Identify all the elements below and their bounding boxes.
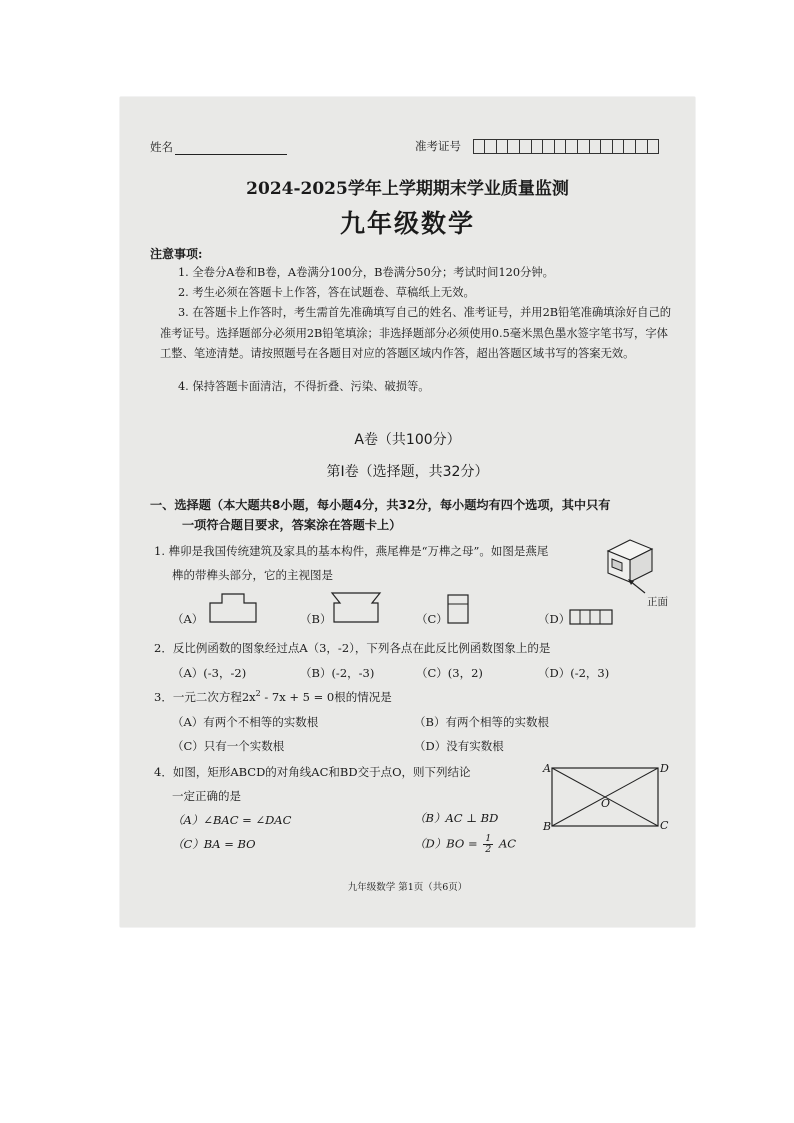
q4-option-d-suffix: AC [498, 836, 517, 851]
notice-item-1: 1. 全卷分A卷和B卷，A卷满分100分，B卷满分50分；考试时间120分钟。 [178, 266, 554, 279]
q4-option-d-prefix: （D）BO = [414, 836, 478, 851]
q2-stem: 2．反比例函数的图象经过点A（3，-2），下列各点在此反比例函数图象上的是 [154, 641, 551, 655]
exam-id-boxes [473, 139, 659, 154]
q2-option-b[interactable]: （B）(-2，-3) [300, 666, 375, 680]
q1-option-b-label: （B） [300, 612, 332, 626]
notice-item-4: 4. 保持答题卡面清洁，不得折叠、污染、破损等。 [178, 380, 430, 393]
q3-stem-before: 3．一元二次方程2x [154, 690, 256, 704]
exam-title: 2024-2025学年上学期期末学业质量监测 [246, 179, 569, 199]
label-b: B [543, 820, 552, 833]
fraction-denominator: 2 [485, 844, 492, 855]
notice-item-3: 3. 在答题卡上作答时，考生需首先准确填写自己的姓名、准考证号，并用2B铅笔准确填涂好自己的准考证号。选择题部分必须用2B铅笔填涂；非选择题部分必须使用0.5毫米黑色墨水签字笔书写，字体工整、笔迹清楚。请按照题号在各题目对应的答题区域内作答，超出答题区域书写的答案无效。 [160, 306, 672, 360]
q1-option-a-label: （A） [172, 612, 204, 626]
q3-option-d[interactable]: （D）没有实数根 [414, 739, 504, 753]
q3-stem-exponent: 2 [255, 689, 261, 699]
q1-figure-label: 正面 [647, 596, 668, 608]
exam-id-digit-box[interactable] [647, 139, 660, 154]
q4-option-b[interactable]: （B）AC ⊥ BD [414, 811, 499, 825]
q4-option-d-fraction [483, 834, 493, 855]
q1-option-c[interactable] [416, 611, 448, 627]
q4-stem-line2: 一定正确的是 [172, 789, 241, 803]
subject-title: 九年级数学 [339, 209, 475, 238]
q4-option-c[interactable]: （C）BA = BO [172, 837, 256, 851]
name-field [150, 139, 287, 155]
q1-stem-line2: 榫的带榫头部分，它的主视图是 [172, 568, 333, 582]
q4-stem-line1: 4．如图，矩形ABCD的对角线AC和BD交于点O，则下列结论 [154, 765, 471, 779]
section-a-heading: A卷（共100分） [354, 432, 461, 448]
section-intro-line2: 一项符合题目要求，答案涂在答题卡上） [182, 518, 402, 532]
q3-option-b[interactable]: （B）有两个相等的实数根 [414, 715, 549, 729]
label-c: C [660, 819, 669, 832]
q1-option-c-shape [446, 593, 470, 625]
dovetail-tenon-figure [600, 537, 660, 599]
q4-option-a[interactable]: （A）∠BAC = ∠DAC [172, 813, 292, 827]
fraction-numerator: 1 [485, 833, 492, 844]
page-footer: 九年级数学 第1页（共6页） [347, 882, 468, 893]
q1-option-d-label: （D） [538, 612, 571, 626]
name-label: 姓名 [150, 140, 173, 154]
q4-option-d[interactable] [414, 834, 516, 855]
section-intro-line1: 一、选择题（本大题共8小题，每小题4分，共32分，每小题均有四个选项，其中只有 [150, 498, 611, 512]
name-underline [175, 142, 287, 155]
part-1-heading: 第Ⅰ卷（选择题，共32分） [326, 464, 489, 480]
q1-option-c-label: （C） [416, 612, 448, 626]
q2-option-c[interactable]: （C）(3，2) [416, 666, 483, 680]
notice-heading: 注意事项: [150, 247, 203, 261]
label-o: O [601, 797, 611, 810]
q1-option-d[interactable] [538, 611, 570, 627]
q1-option-b-shape [330, 590, 382, 624]
q3-option-c[interactable]: （C）只有一个实数根 [172, 739, 285, 753]
q1-option-a[interactable] [172, 611, 203, 627]
exam-id-field [415, 138, 658, 154]
label-d: D [660, 762, 669, 775]
q1-option-d-shape [568, 608, 614, 626]
q2-option-d[interactable]: （D）(-2，3) [538, 666, 610, 680]
q3-option-a[interactable]: （A）有两个不相等的实数根 [172, 715, 319, 729]
exam-page [120, 97, 695, 927]
q2-option-a[interactable]: （A）(-3，-2) [172, 666, 247, 680]
label-a: A [543, 762, 551, 775]
exam-id-label: 准考证号 [415, 139, 461, 153]
q3-stem-after: - 7x + 5 = 0根的情况是 [260, 690, 392, 704]
q3-stem [154, 689, 392, 705]
q1-option-b[interactable] [300, 611, 331, 627]
q1-stem-line1: 1. 榫卯是我国传统建筑及家具的基本构件，燕尾榫是“万榫之母”。如图是燕尾 [154, 544, 549, 558]
q1-option-a-shape [208, 592, 258, 624]
notice-item-2: 2. 考生必须在答题卡上作答，答在试题卷、草稿纸上无效。 [178, 286, 475, 299]
